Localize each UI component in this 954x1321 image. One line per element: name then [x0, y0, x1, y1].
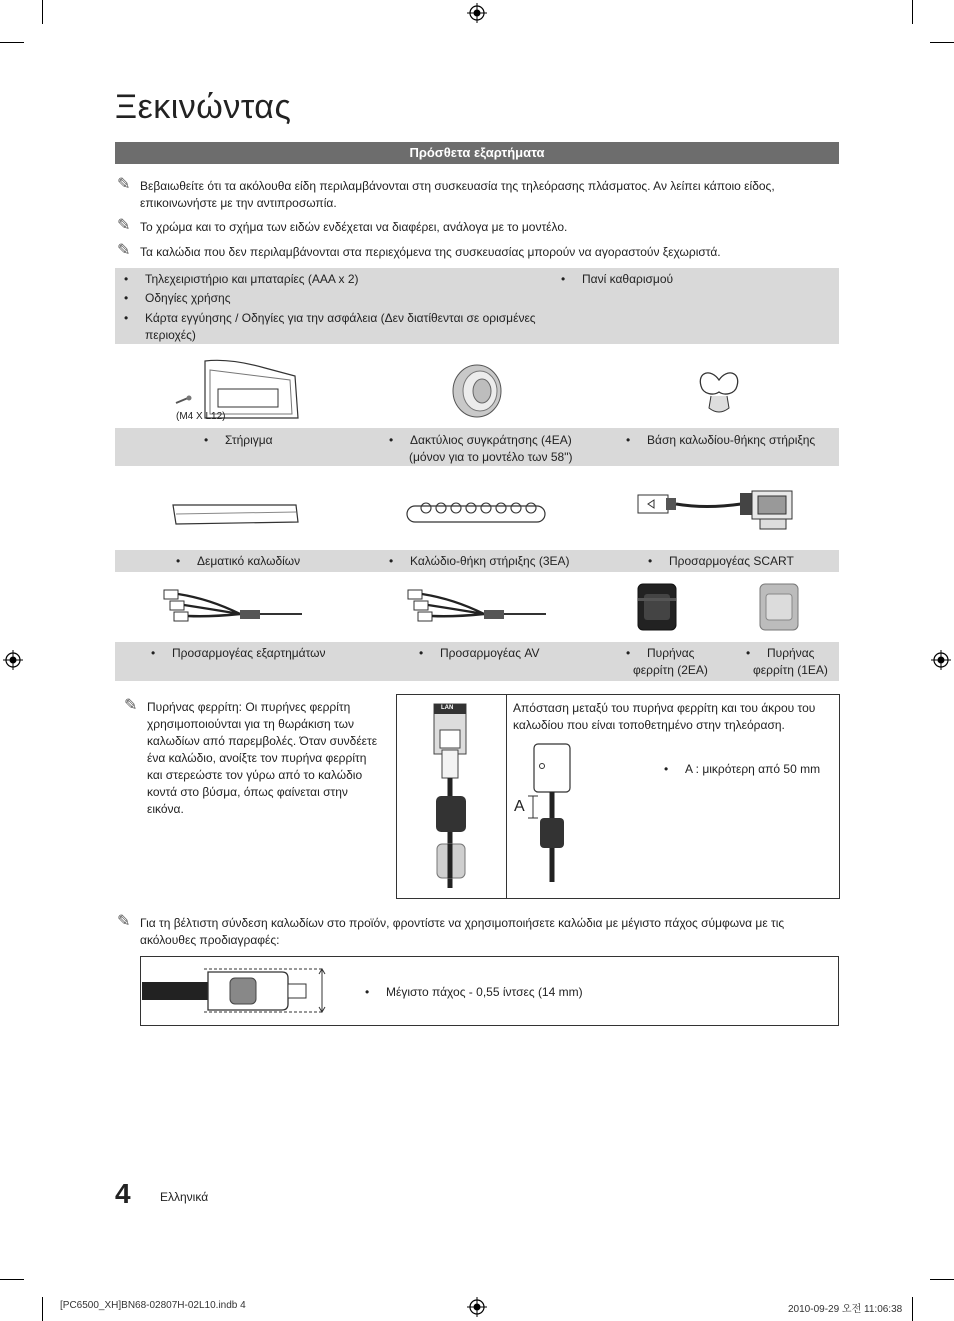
cable-holder-stand-image — [695, 366, 743, 418]
ferrite-note-text: Πυρήνας φερρίτη: Οι πυρήνες φερρίτη χρησιμοποιούνται για τη θωράκιση των καλωδίων από παρεμβολές. Όταν συνδέετε ένα καλώδιο, ανοίξτε τον πυρήνα φερρίτη και στερεώστε τον γύρω από το καλώδιο κοντά στο βύσμα, όπως φαίνεται στην εικόνα. — [147, 700, 378, 816]
screw-icon — [176, 396, 192, 404]
ferrite-distance-illustration — [526, 742, 576, 884]
crop-mark — [912, 1297, 913, 1321]
holder-ring-label: • Δακτύλιος συγκράτησης (4EA) (μόνον για το μοντέλο των 58") — [389, 433, 573, 464]
crop-mark — [912, 0, 913, 24]
box-divider — [506, 695, 507, 898]
note-text: Τα καλώδια που δεν περιλαμβάνονται στα περιεχόμενα της συσκευασίας μπορούν να αγοραστούν ξεχωριστά. — [140, 245, 721, 259]
registration-mark-icon — [467, 3, 487, 23]
footer-date: 2010-09-29 오전 11:06:38 — [788, 1304, 903, 1315]
crop-mark — [930, 42, 954, 43]
page-number: 4 — [115, 1178, 131, 1209]
cable-thickness-illustration — [142, 964, 332, 1016]
pencil-note-icon: ✎ — [117, 913, 131, 930]
lan-label: LAN — [441, 705, 454, 711]
component-adapter-image — [160, 584, 308, 630]
holder-ring-image — [450, 362, 505, 420]
av-adapter-image — [404, 584, 552, 630]
registration-mark-icon — [3, 650, 23, 670]
pencil-note-icon: ✎ — [117, 176, 131, 193]
crop-mark — [42, 1297, 43, 1321]
note-text: Το χρώμα και το σχήμα των ειδών ενδέχεται να διαφέρει, ανάλογα με το μοντέλο. — [140, 220, 568, 234]
holder-wire-image — [404, 494, 549, 530]
ferrite-core-black-image — [634, 582, 680, 632]
ferrite-core-1ea-label: • Πυρήνας φερρίτη (1EA) — [746, 646, 828, 677]
distance-text: Απόσταση μεταξύ του πυρήνα φερρίτη και του άκρου του καλωδίου που είναι τοποθετημένο στην τηλεόραση. — [513, 701, 816, 732]
ferrite-core-grey-image — [756, 582, 802, 632]
ferrite-core-2ea-label: • Πυρήνας φερρίτη (2EA) — [626, 646, 708, 677]
cable-tie-image — [168, 500, 303, 530]
page-language: Ελληνικά — [160, 1190, 209, 1204]
pencil-note-icon: ✎ — [124, 697, 138, 714]
note-text: Βεβαιωθείτε ότι τα ακόλουθα είδη περιλαμβάνονται στη συσκευασία της τηλεόρασης πλάσματος. Αν λείπει κάποιο είδος, επικοινωνήστε με την αντιπροσωπία. — [140, 179, 775, 210]
note-text: Για τη βέλτιστη σύνδεση καλωδίων στο προϊόν, φροντίστε να χρησιμοποιήσετε καλώδια με μέγιστο πάχος σύμφωνα με τις ακόλουθες προδιαγραφές: — [140, 916, 785, 947]
note — [117, 178, 817, 212]
lan-cable-ferrite-illustration — [428, 702, 476, 892]
crop-mark — [0, 42, 24, 43]
section-header: Πρόσθετα εξαρτήματα — [115, 142, 839, 164]
note — [117, 244, 817, 261]
list-item: • Κάρτα εγγύησης / Οδηγίες για την ασφάλεια (Δεν διατίθενται σε ορισμένες περιοχές) — [124, 311, 536, 342]
crop-mark — [0, 1279, 24, 1280]
crop-mark — [42, 0, 43, 24]
note — [117, 219, 817, 236]
registration-mark-icon — [467, 1297, 487, 1317]
pencil-note-icon: ✎ — [117, 217, 131, 234]
scart-adapter-image — [636, 487, 796, 533]
registration-mark-icon — [931, 650, 951, 670]
pencil-note-icon: ✎ — [117, 242, 131, 259]
crop-mark — [930, 1279, 954, 1280]
a-label: A — [514, 798, 525, 815]
note — [117, 915, 817, 949]
screw-label: (M4 X L12) — [176, 411, 226, 422]
page-title: Ξεκινώντας — [115, 88, 292, 126]
footer-file: [PC6500_XH]BN68-02807H-02L10.indb 4 — [60, 1300, 246, 1311]
